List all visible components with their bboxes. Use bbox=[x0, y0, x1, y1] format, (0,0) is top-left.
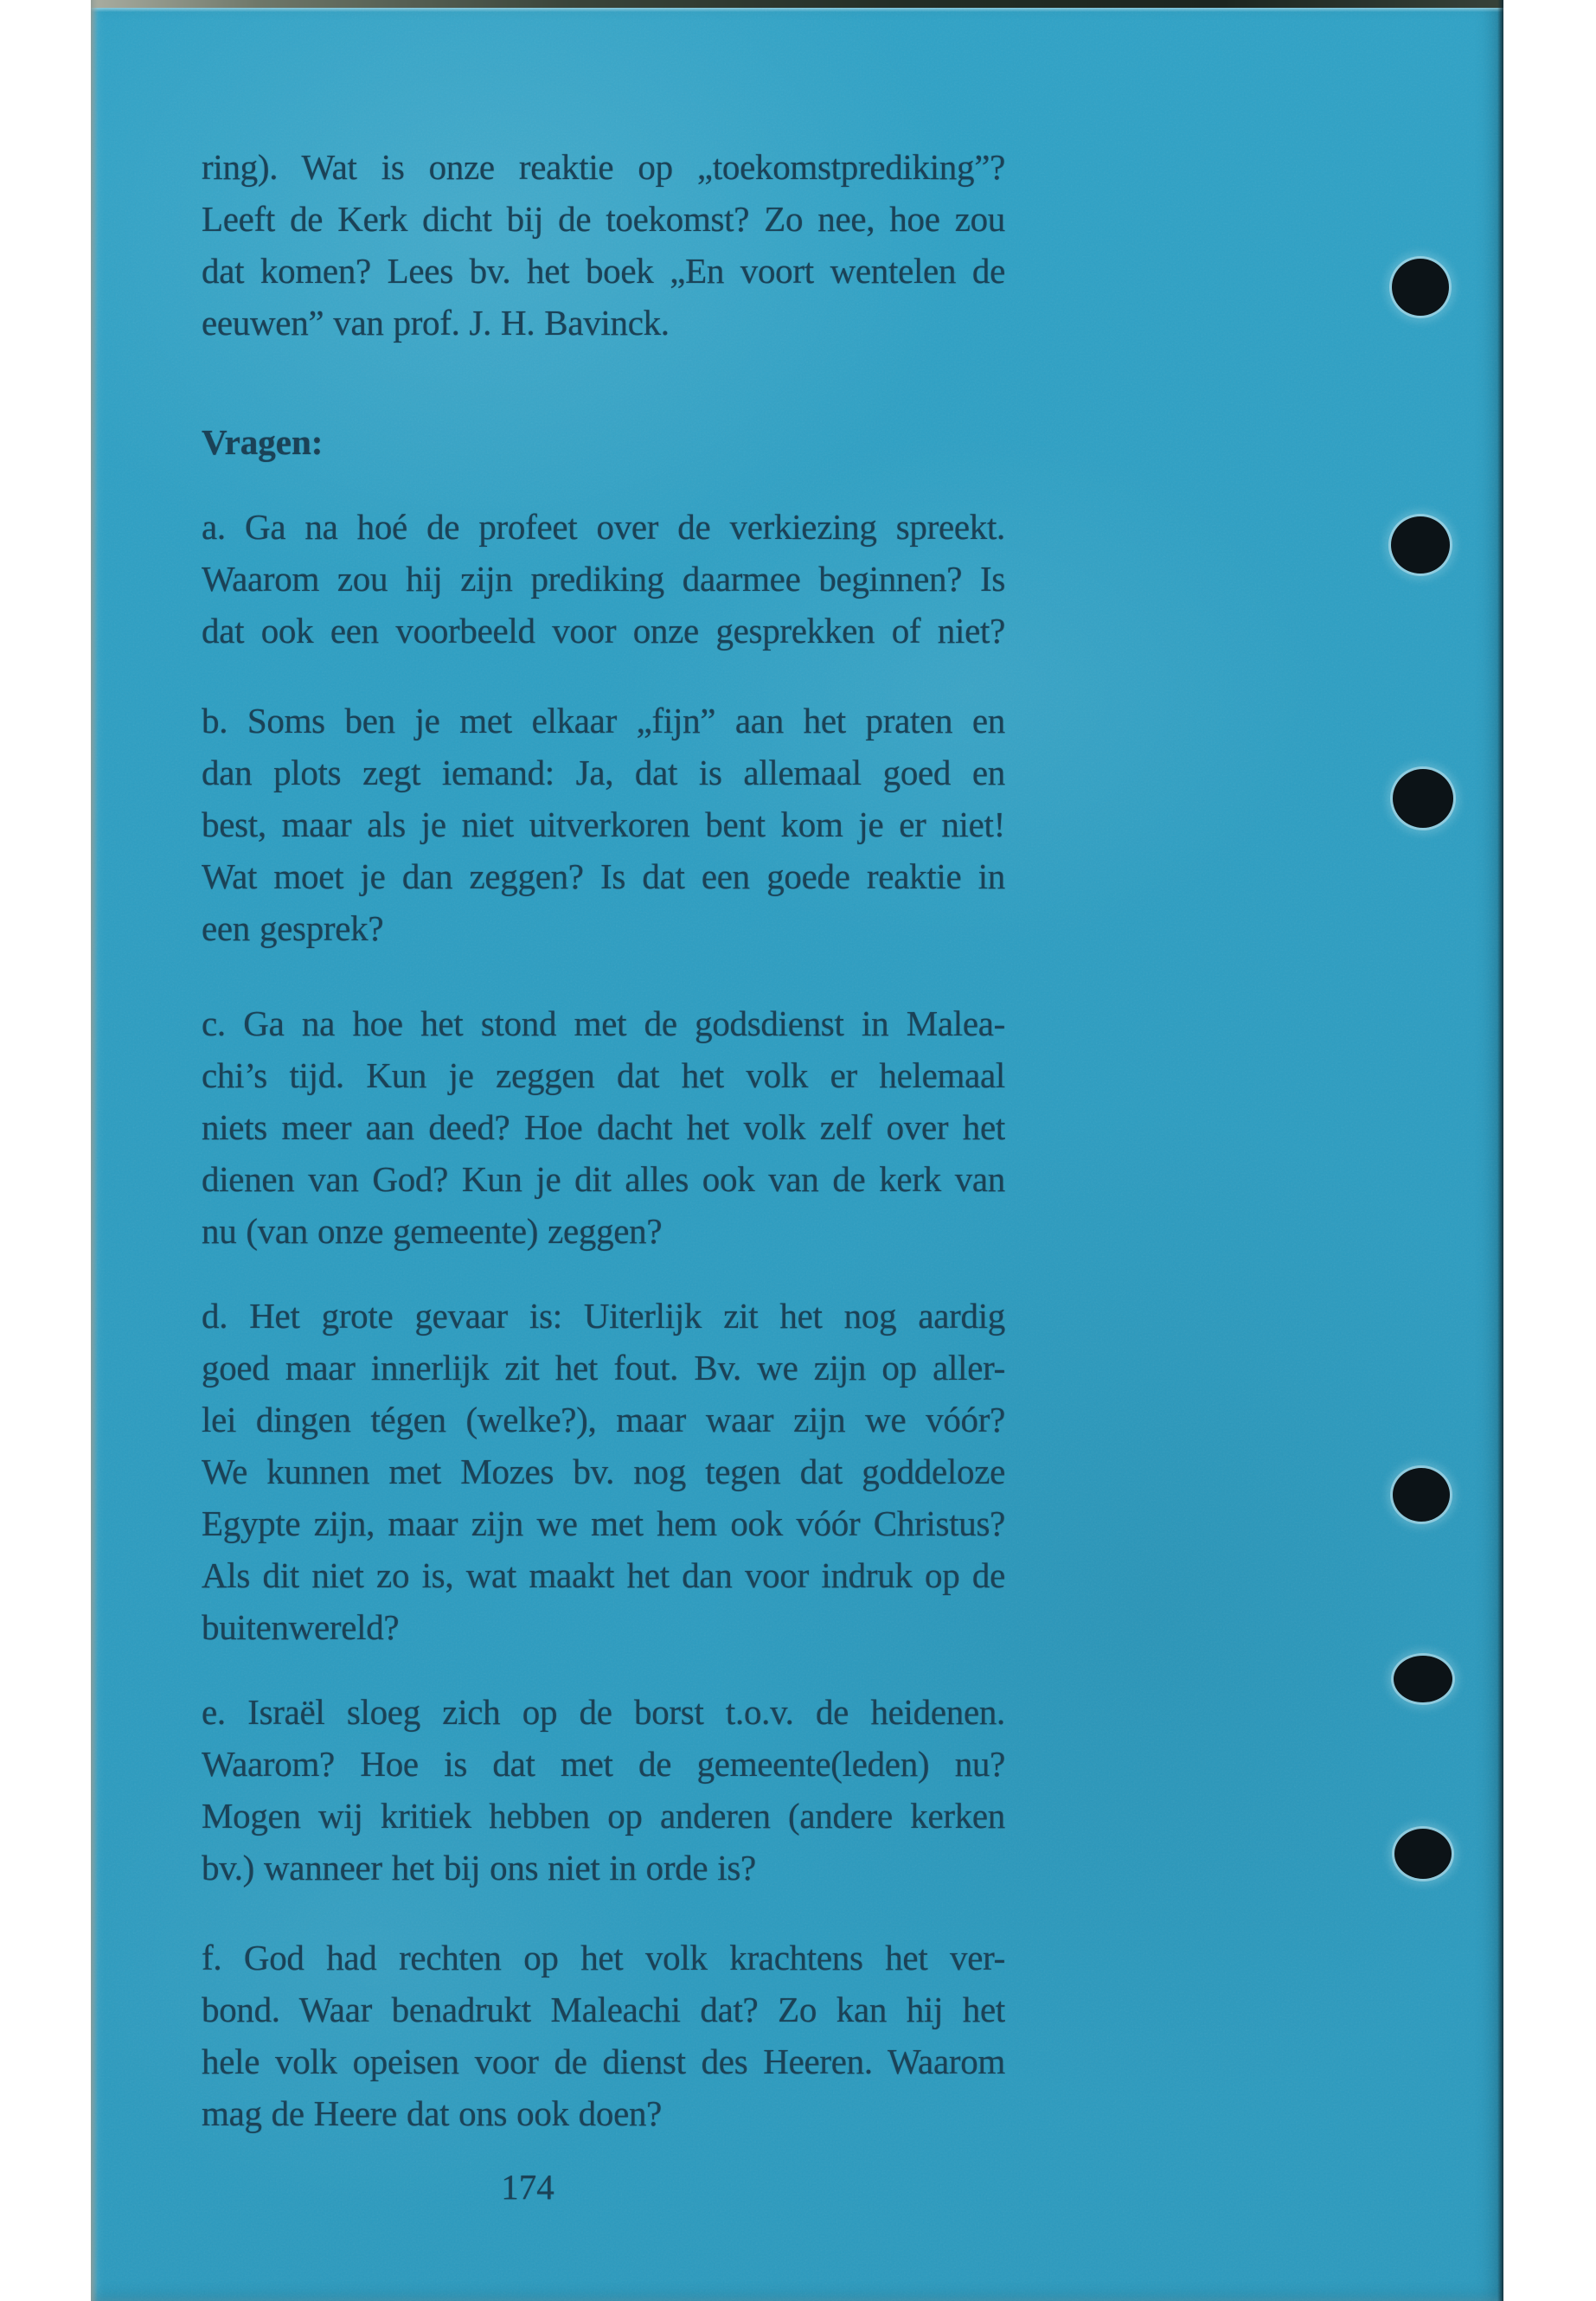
text-line-e-2: Waarom? Hoe is dat met de gemeente(leden) nu? bbox=[202, 1744, 1005, 1784]
text-line-a-3: dat ook een voorbeeld voor onze gesprekken of niet? bbox=[202, 611, 1005, 651]
punch-hole-6 bbox=[1394, 1829, 1452, 1879]
text-line-d-3: lei dingen tégen (welke?), maar waar zijn we vóór? bbox=[202, 1400, 1005, 1439]
text-line-f-1: f. God had rechten op het volk krachtens het ver- bbox=[202, 1938, 1005, 1977]
text-line-intro-4: eeuwen” van prof. J. H. Bavinck. bbox=[202, 303, 670, 343]
text-line-b-5: een gesprek? bbox=[202, 908, 384, 948]
text-line-d-2: goed maar innerlijk zit het fout. Bv. we zijn op aller- bbox=[202, 1348, 1005, 1388]
punch-hole-1 bbox=[1392, 259, 1449, 316]
text-line-b-1: b. Soms ben je met elkaar „fijn” aan het praten en bbox=[202, 701, 1005, 740]
page-right-edge bbox=[1497, 0, 1503, 2301]
text-line-b-2: dan plots zegt iemand: Ja, dat is allemaal goed en bbox=[202, 753, 1005, 792]
text-line-d-6: Als dit niet zo is, wat maakt het dan voor indruk op de bbox=[202, 1555, 1005, 1595]
text-line-c-1: c. Ga na hoe het stond met de godsdienst in Malea- bbox=[202, 1003, 1005, 1043]
text-line-f-3: hele volk opeisen voor de dienst des Heeren. Waarom bbox=[202, 2041, 1005, 2081]
text-line-e-1: e. Israël sloeg zich op de borst t.o.v. de heidenen. bbox=[202, 1692, 1005, 1732]
text-line-d-4: We kunnen met Mozes bv. nog tegen dat goddeloze bbox=[202, 1452, 1005, 1491]
text-line-c-5: nu (van onze gemeente) zeggen? bbox=[202, 1211, 663, 1251]
page-number: 174 bbox=[501, 2167, 554, 2207]
text-line-e-4: bv.) wanneer het bij ons niet in orde is? bbox=[202, 1848, 756, 1888]
text-line-c-2: chi’s tijd. Kun je zeggen dat het volk er helemaal bbox=[202, 1055, 1005, 1095]
text-line-b-4: Wat moet je dan zeggen? Is dat een goede reaktie in bbox=[202, 856, 1005, 896]
text-line-a-2: Waarom zou hij zijn prediking daarmee beginnen? Is bbox=[202, 559, 1005, 599]
text-line-e-3: Mogen wij kritiek hebben op anderen (andere kerken bbox=[202, 1796, 1005, 1836]
text-line-d-1: d. Het grote gevaar is: Uiterlijk zit het nog aardig bbox=[202, 1296, 1005, 1336]
punch-hole-3 bbox=[1393, 769, 1453, 828]
text-line-b-3: best, maar als je niet uitverkoren bent kom je er niet! bbox=[202, 804, 1005, 844]
punch-hole-5 bbox=[1394, 1656, 1452, 1702]
text-line-f-4: mag de Heere dat ons ook doen? bbox=[202, 2093, 663, 2133]
text-line-intro-3: dat komen? Lees bv. het boek „En voort wentelen de bbox=[202, 251, 1005, 291]
text-line-c-3: niets meer aan deed? Hoe dacht het volk zelf over het bbox=[202, 1107, 1005, 1147]
text-line-f-2: bond. Waar benadrukt Maleachi dat? Zo kan hij het bbox=[202, 1990, 1005, 2029]
book-page bbox=[91, 0, 1503, 2301]
page-left-edge bbox=[91, 0, 98, 2301]
text-line-d-5: Egypte zijn, maar zijn we met hem ook vóór Christus? bbox=[202, 1503, 1005, 1543]
text-line-d-7: buitenwereld? bbox=[202, 1607, 400, 1647]
text-line-intro-1: ring). Wat is onze reaktie op „toekomstprediking”? bbox=[202, 147, 1005, 187]
text-line-a-1: a. Ga na hoé de profeet over de verkiezing spreekt. bbox=[202, 507, 1005, 547]
text-line-vragen-1: Vragen: bbox=[202, 422, 324, 462]
text-line-c-4: dienen van God? Kun je dit alles ook van de kerk van bbox=[202, 1159, 1005, 1199]
punch-hole-4 bbox=[1393, 1468, 1450, 1522]
text-column bbox=[202, 0, 1005, 2301]
punch-hole-2 bbox=[1391, 516, 1450, 574]
text-line-intro-2: Leeft de Kerk dicht bij de toekomst? Zo nee, hoe zou bbox=[202, 199, 1005, 239]
